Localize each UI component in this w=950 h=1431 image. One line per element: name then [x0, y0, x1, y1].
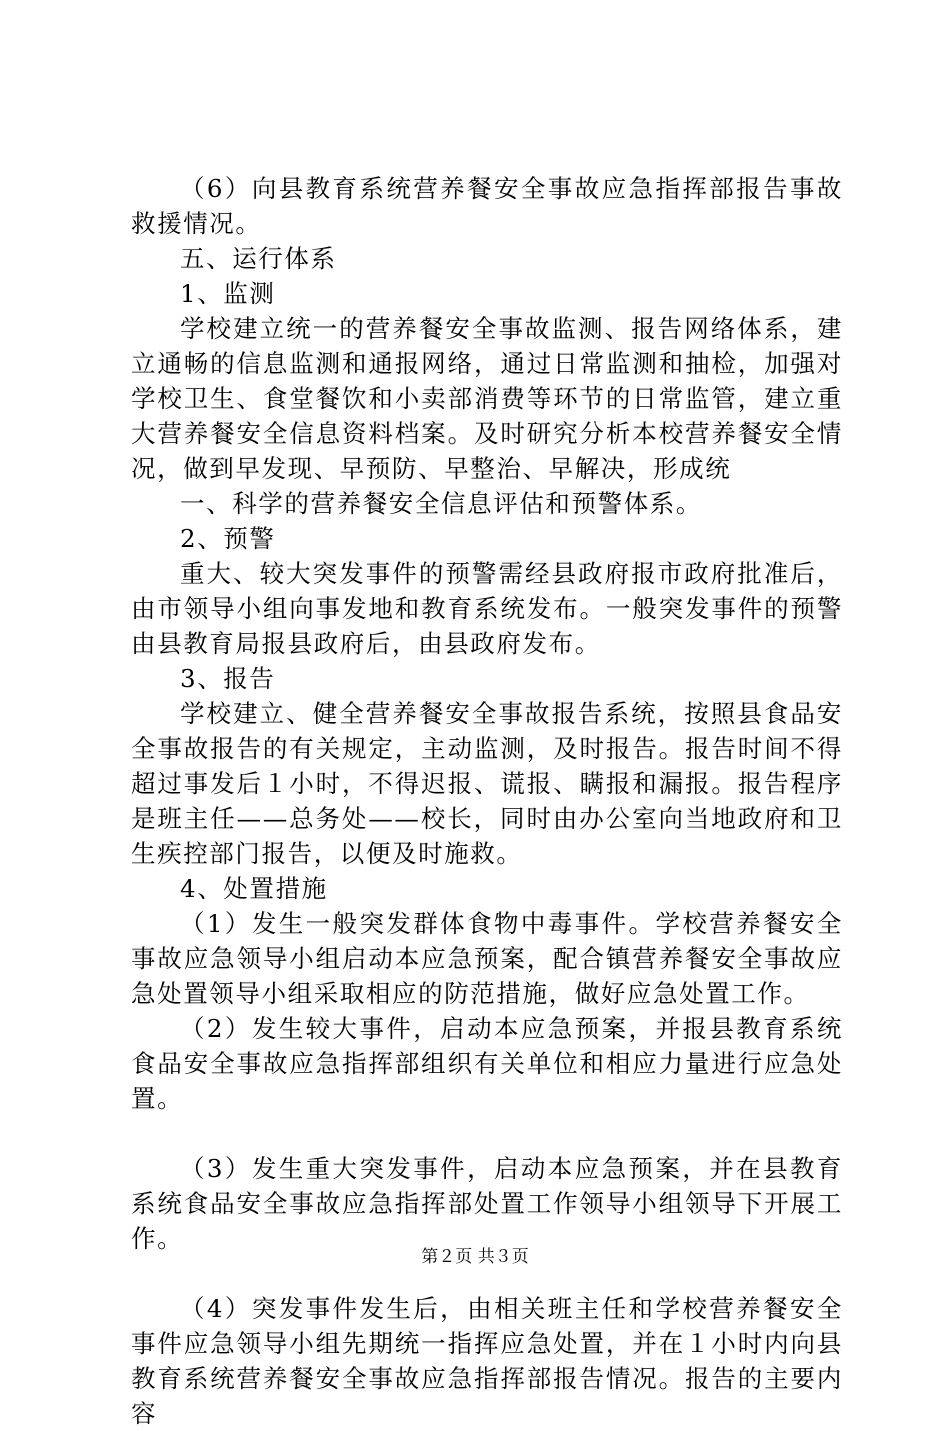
paragraph-measure-1: （1）发生一般突发群体食物中毒事件。学校营养餐安全事故应急领导小组启动本应急预案，配合镇营养餐安全事故应急处置领导小组采取相应的防范措施，做好应急处置工作。	[131, 909, 843, 1008]
subheading-warning: 2、预警	[180, 524, 276, 553]
paragraph-item-6: （6）向县教育系统营养餐安全事故应急指挥部报告事故救援情况。	[131, 174, 843, 238]
paragraph-measure-4: （4）突发事件发生后，由相关班主任和学校营养餐安全事件应急领导小组先期统一指挥应急处置，并在１小时内向县教育系统营养餐安全事故应急指挥部报告情况。报告的主要内容	[131, 1294, 843, 1428]
paragraph-monitoring: 学校建立统一的营养餐安全事故监测、报告网络体系，建立通畅的信息监测和通报网络，通过日常监测和抽检，加强对学校卫生、食堂餐饮和小卖部消费等环节的日常监管，建立重大营养餐安全信息资料档案。及时研究分析本校营养餐安全情况，做到早发现、早预防、早整治、早解决，形成统	[131, 314, 843, 483]
paragraph-warning: 重大、较大突发事件的预警需经县政府报市政府批准后，由市领导小组向事发地和教育系统发布。一般突发事件的预警由县教育局报县政府后，由县政府发布。	[131, 559, 843, 658]
subheading-report: 3、报告	[180, 664, 276, 693]
paragraph-measure-3: （3）发生重大突发事件，启动本应急预案，并在县教育系统食品安全事故应急指挥部处置工作领导小组领导下开展工作。	[131, 1154, 843, 1253]
subheading-measures: 4、处置措施	[180, 874, 328, 903]
paragraph-assessment-system: 一、科学的营养餐安全信息评估和预警体系。	[180, 489, 702, 518]
subheading-monitoring: 1、监测	[180, 279, 276, 308]
paragraph-measure-2: （2）发生较大事件，启动本应急预案，并报县教育系统食品安全事故应急指挥部组织有关单位和相应力量进行应急处置。	[131, 1014, 843, 1113]
paragraph-report: 学校建立、健全营养餐安全事故报告系统，按照县食品安全事故报告的有关规定，主动监测，及时报告。报告时间不得超过事发后１小时，不得迟报、谎报、瞒报和漏报。报告程序是班主任——总务处——校长，同时由办公室向当地政府和卫生疾控部门报告，以便及时施救。	[131, 699, 843, 868]
page-number-footer: 第２页 共３页	[421, 1247, 529, 1267]
section-heading-operation-system: 五、运行体系	[180, 244, 337, 273]
